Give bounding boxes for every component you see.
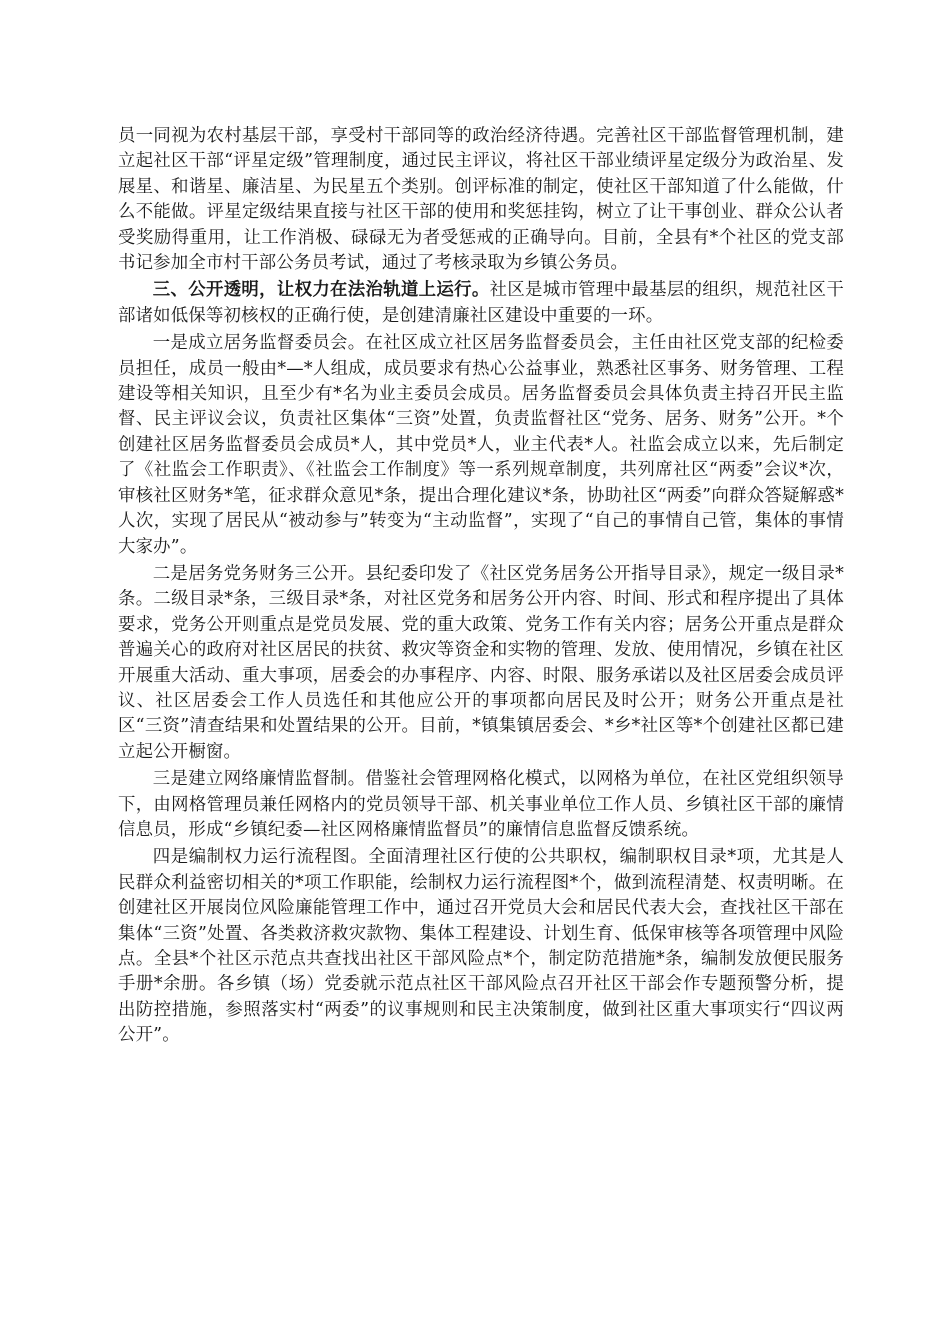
paragraph-section-three <box>118 278 844 329</box>
document-body <box>118 124 844 1051</box>
paragraph-item-three <box>118 767 844 843</box>
paragraph-item-one <box>118 331 844 560</box>
paragraph-text: 社区是城市管理中最基层的组织，规范社区干部诸如低保等初核权的正确行使，是创建清廉社区建设中重要的一环。 <box>118 280 844 326</box>
paragraph-text: 三是建立网络廉情监督制。借鉴社会管理网格化模式，以网格为单位，在社区党组织领导下，由网格管理员兼任网格内的党员领导干部、机关事业单位工作人员、乡镇社区干部的廉情信息员，形成“乡镇纪委—社区网格廉情监督员”的廉情信息监督反馈系统。 <box>118 769 844 840</box>
paragraph-text: 二是居务党务财务三公开。县纪委印发了《社区党务居务公开指导目录》，规定一级目录*条。二级目录*条，三级目录*条，对社区党务和居务公开内容、时间、形式和程序提出了具体要求，党务公开则重点是党员发展、党的重大政策、党务工作有关内容；居务公开重点是群众普遍关心的政府对社区居民的扶贫、救灾等资金和实物的管理、发放、使用情况，乡镇在社区开展重大活动、重大事项，居委会的办事程序、内容、时限、服务承诺以及社区居委会成员评议、社区居委会工作人员选任和其他应公开的事项都向居民及时公开；财务公开重点是社区“三资”清查结果和处置结果的公开。目前，*镇集镇居委会、*乡*社区等*个创建社区都已建立起公开橱窗。 <box>118 563 844 762</box>
section-heading: 三、公开透明，让权力在法治轨道上运行。 <box>152 280 490 301</box>
paragraph-item-four <box>118 845 844 1048</box>
paragraph-text: 一是成立居务监督委员会。在社区成立社区居务监督委员会，主任由社区党支部的纪检委员担任，成员一般由*—*人组成，成员要求有热心公益事业，熟悉社区事务、财务管理、工程建设等相关知识，且至少有*名为业主委员会成员。居务监督委员会具体负责主持召开民主监督、民主评议会议，负责社区集体“三资”处置，负责监督社区“党务、居务、财务”公开。*个创建社区居务监督委员会成员*人，其中党员*人，业主代表*人。社监会成立以来，先后制定了《社监会工作职责》、《社监会工作制度》等一系列规章制度，共列席社区“两委”会议*次，审核社区财务*笔，征求群众意见*条，提出合理化建议*条，协助社区“两委”向群众答疑解惑*人次，实现了居民从“被动参与”转变为“主动监督”，实现了“自己的事情自己管，集体的事情大家办”。 <box>118 333 844 557</box>
paragraph-text: 员一同视为农村基层干部，享受村干部同等的政治经济待遇。完善社区干部监督管理机制，建立起社区干部“评星定级”管理制度，通过民主评议，将社区干部业绩评星定级分为政治星、发展星、和谐星、廉洁星、为民星五个类别。创评标准的制定，使社区干部知道了什么能做，什么不能做。评星定级结果直接与社区干部的使用和奖惩挂钩，树立了让干事创业、群众公认者受奖励得重用，让工作消极、碌碌无为者受惩戒的正确导向。目前，全县有*个社区的党支部书记参加全市村干部公务员考试，通过了考核录取为乡镇公务员。 <box>118 126 844 274</box>
paragraph-item-two <box>118 562 844 765</box>
paragraph-text: 四是编制权力运行流程图。全面清理社区行使的公共职权，编制职权目录*项，尤其是人民群众利益密切相关的*项工作职能，绘制权力运行流程图*个，做到流程清楚、权责明晰。在创建社区开展岗位风险廉能管理工作中，通过召开党员大会和居民代表大会，查找社区干部在集体“三资”处置、各类救济救灾款物、集体工程建设、计划生育、低保审核等各项管理中风险点。全县*个社区示范点共查找出社区干部风险点*个，制定防范措施*条，编制发放便民服务手册*余册。各乡镇（场）党委就示范点社区干部风险点召开社区干部会作专题预警分析，提出防控措施，参照落实村“两委”的议事规则和民主决策制度，做到社区重大事项实行“四议两公开”。 <box>118 847 844 1046</box>
paragraph-continued <box>118 124 844 276</box>
